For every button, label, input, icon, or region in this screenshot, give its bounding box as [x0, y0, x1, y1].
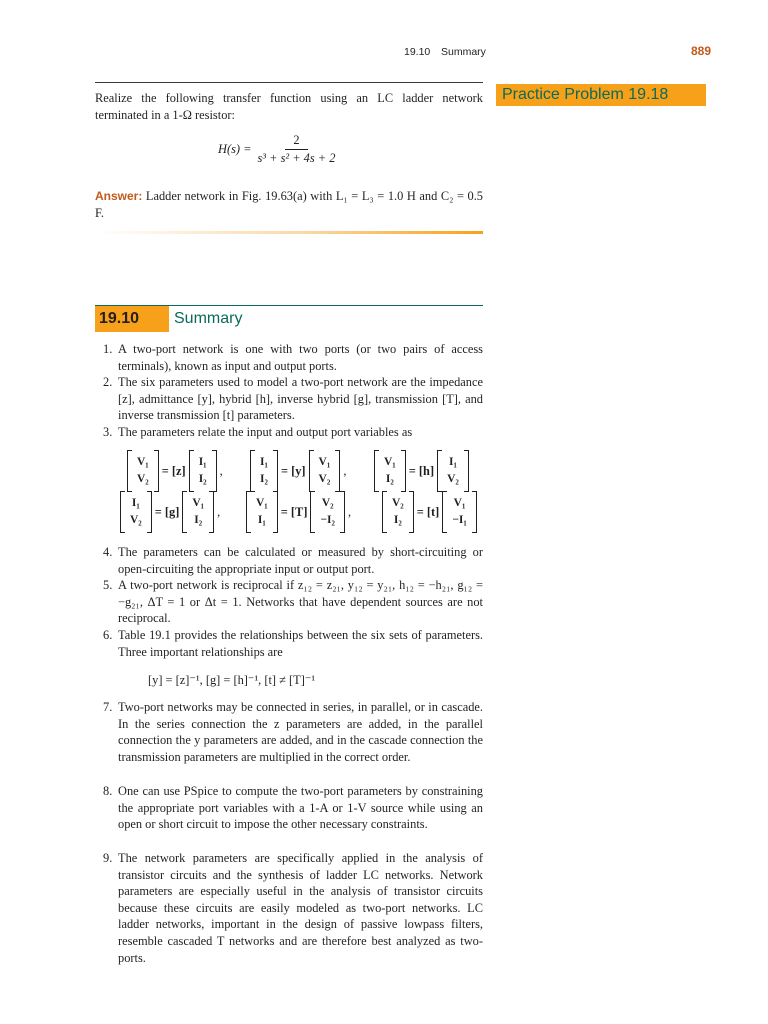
list-item — [103, 850, 483, 966]
matrix-operator: = [h] — [408, 463, 435, 478]
item-text: Table 19.1 provides the relationships between the six sets of parameters. Three important relationships are — [118, 628, 483, 659]
item-text: The parameters relate the input and output port variables as — [118, 425, 413, 439]
item-number: 5. — [103, 578, 113, 592]
matrix-operator: = [g] — [154, 504, 180, 519]
transmission-parameter-equation: V₁ I₁ = [T] V₂ −I₂ , — [246, 491, 351, 533]
matrix-operator: = [t] — [416, 504, 440, 519]
g-parameter-equation: I₁ V₂ = [g] V₁ I₂ , — [120, 491, 220, 533]
item-number: 3. — [103, 425, 113, 439]
list-item — [103, 699, 483, 765]
item-text: One can use PSpice to compute the two-port parameters by constraining the appropriate port variables with a 1-A or 1-V source while using an open or short circuit to impose the other necessary constraints. — [118, 784, 483, 832]
z-parameter-equation: V₁ V₂ = [z] I₁ I₂ , — [127, 450, 223, 492]
parameter-relationships: [y] = [z]⁻¹, [g] = [h]⁻¹, [t] ≠ [T]⁻¹ — [148, 673, 316, 687]
item-number: 4. — [103, 545, 113, 559]
practice-problem-text: Realize the following transfer function using an LC ladder network terminated in a 1-Ω resistor: — [95, 91, 483, 122]
matrix-operator: = [T] — [280, 504, 308, 519]
header-chapter-number: 19.10 — [404, 46, 431, 58]
list-item — [103, 627, 483, 660]
item-number: 6. — [103, 628, 113, 642]
y-parameter-equation: I₁ I₂ = [y] V₁ V₂ , — [250, 450, 346, 492]
list-item — [103, 424, 483, 441]
inverse-transmission-equation: V₂ I₂ = [t] V₁ −I₁ — [382, 491, 480, 533]
item-number: 7. — [103, 700, 113, 714]
transfer-function-equation — [218, 132, 335, 167]
header-section-title: Summary — [441, 46, 486, 58]
matrix-operator: = [z] — [161, 463, 186, 478]
list-item — [103, 374, 483, 424]
item-number: 8. — [103, 784, 113, 798]
list-item — [103, 577, 483, 627]
list-item — [103, 544, 483, 577]
answer-paragraph — [95, 188, 483, 221]
item-text: Two-port networks may be connected in series, in parallel, or in cascade. In the series connection the z parameters are added, in the parallel connection the y parameters are added, and in the cascade connection the transmission parameters are multiplied in the correct order. — [118, 700, 483, 764]
item-text: The network parameters are specifically applied in the analysis of transistor circuits and the synthesis of ladder LC networks. Network parameters are especially useful in the analysis of transistor circuits because these circuits are easily modeled as two-port networks. LC ladder networks, important in the design of passive lowpass filters, resemble cascaded T networks and are therefore best analyzed as two-ports. — [118, 851, 483, 965]
h-parameter-equation: V₁ I₂ = [h] I₁ V₂ — [374, 450, 472, 492]
answer-label: Answer: — [95, 189, 143, 203]
running-header — [0, 40, 768, 64]
item-text: The six parameters used to model a two-port network are the impedance [z], admittance [y], hybrid [h], inverse hybrid [g], transmission [T], and inverse transmission [t] parameters. — [118, 375, 483, 423]
practice-end-bar — [95, 231, 483, 234]
item-text: A two-port network is one with two ports (or two pairs of access terminals), known as input and output ports. — [118, 342, 483, 373]
answer-text: Ladder network in Fig. 19.63(a) with L₁ = L₃ = 1.0 H and C₂ = 0.5 F. — [95, 189, 483, 220]
equation-lhs: H(s) = — [218, 142, 252, 156]
item-number: 2. — [103, 375, 113, 389]
fraction-denominator: s³ + s² + 4s + 2 — [257, 151, 336, 165]
item-number: 9. — [103, 851, 113, 865]
practice-top-rule — [95, 82, 483, 83]
section-number: 19.10 — [99, 310, 140, 327]
list-item — [103, 783, 483, 833]
page-number: 889 — [691, 44, 712, 58]
practice-problem-label: Practice Problem 19.18 — [502, 86, 669, 103]
item-text: The parameters can be calculated or measured by short-circuiting or open-circuiting the appropriate input or output port. — [118, 545, 483, 576]
section-title: Summary — [174, 310, 243, 327]
fraction — [257, 132, 335, 167]
item-number: 1. — [103, 342, 113, 356]
fraction-numerator: 2 — [285, 132, 307, 150]
item-text: A two-port network is reciprocal if z₁₂ = z₂₁, y₁₂ = y₂₁, h₁₂ = −h₂₁, g₁₂ = −g₂₁, ΔT = 1 or Δt = 1. Networks that have dependent sources are not reciprocal. — [118, 578, 483, 626]
list-item — [103, 341, 483, 374]
matrix-operator: = [y] — [280, 463, 306, 478]
